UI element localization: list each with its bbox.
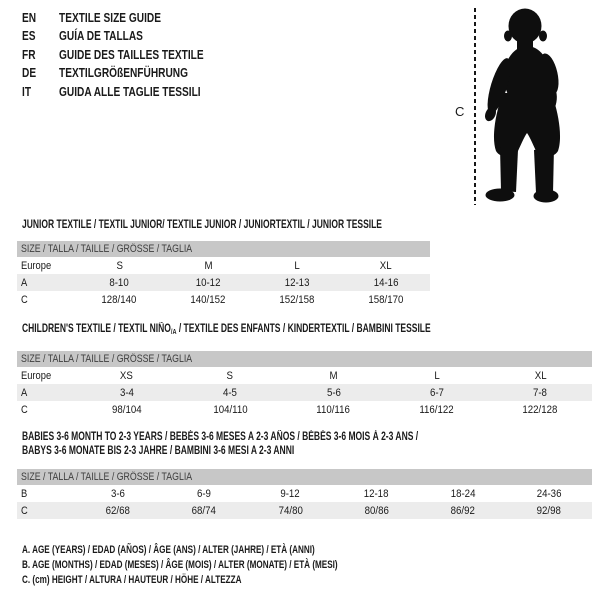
row-label: C — [21, 403, 28, 416]
table-row-height — [17, 291, 430, 308]
size-header-row — [17, 469, 592, 485]
size-header-label: SIZE / TALLA / TAILLE / GRÖSSE / TAGLIA — [21, 471, 193, 483]
table-title-children — [22, 322, 600, 339]
language-code: EN — [22, 10, 37, 25]
title-text: JUNIOR TEXTILE / TEXTIL JUNIOR/ TEXTILE JUNIOR / JUNIORTEXTIL / JUNIOR TESSILE — [22, 219, 382, 231]
children-size-table — [17, 351, 592, 418]
footnote-age-months: B. AGE (MONTHS) / EDAD (MESES) / ÂGE (MOIS) / ALTER (MONATE) / ETÀ (MESI) — [22, 559, 338, 571]
size-cell: XS — [120, 369, 134, 382]
row-label: C — [21, 293, 28, 306]
size-cell: 24-36 — [536, 487, 562, 500]
size-cell: 110/116 — [316, 403, 351, 416]
height-measure-line — [474, 8, 476, 205]
size-cell: 86/92 — [450, 504, 475, 517]
size-header-row — [17, 241, 430, 257]
size-cell: 128/140 — [101, 293, 137, 306]
row-label: A — [21, 276, 28, 289]
footnotes — [22, 543, 600, 588]
language-label: GUÍA DE TALLAS — [59, 28, 143, 44]
title-text: CHILDREN'S TEXTILE / TEXTIL NIÑO — [22, 323, 171, 335]
footnote-age-years: A. AGE (YEARS) / EDAD (AÑOS) / ÂGE (ANS) / ALTER (JAHRE) / ETÀ (ANNI) — [22, 544, 315, 556]
language-code: IT — [22, 83, 32, 99]
size-cell: M — [329, 369, 338, 382]
table-row-height — [17, 502, 592, 519]
row-label: A — [21, 386, 28, 399]
size-cell: M — [204, 259, 213, 272]
size-cell: L — [434, 369, 440, 382]
language-label: TEXTILE SIZE GUIDE — [59, 10, 161, 25]
title-text-line2: BABYS 3-6 MONATE BIS 2-3 JAHRE / BAMBINI 3-6 MESI A 2-3 ANNI — [22, 445, 295, 457]
size-cell: 14-16 — [373, 276, 398, 289]
size-cell: 18-24 — [450, 487, 476, 500]
babies-size-table — [17, 469, 592, 519]
table-row-europe — [17, 257, 430, 274]
table-title-junior — [22, 218, 600, 232]
junior-size-table — [17, 241, 430, 308]
baby-figure — [450, 0, 600, 212]
size-cell: 62/68 — [105, 504, 131, 517]
size-cell: 74/80 — [278, 504, 303, 517]
size-cell: XL — [534, 369, 547, 382]
size-cell: 122/128 — [522, 403, 558, 416]
size-cell: 12-13 — [284, 276, 310, 289]
size-header-label: SIZE / TALLA / TAILLE / GRÖSSE / TAGLIA — [21, 353, 193, 365]
footnote-height-cm: C. (cm) HEIGHT / ALTURA / HAUTEUR / HÖHE / ALTEZZA — [22, 574, 242, 586]
size-cell: 116/122 — [419, 403, 455, 416]
row-label: Europe — [21, 259, 52, 272]
language-label: TEXTILGRÖßENFÜHRUNG — [59, 65, 189, 81]
size-cell: 12-18 — [364, 487, 389, 500]
row-label: B — [21, 487, 28, 500]
size-cell: 10-12 — [195, 276, 221, 289]
title-text-line1: BABIES 3-6 MONTH TO 2-3 YEARS / BEBÉS 3-6 MESES A 2-3 AÑOS / BÉBÉS 3-6 MOIS À 2-3 ANS / — [22, 431, 419, 443]
title-subscript: /A — [170, 327, 177, 336]
size-cell: 140/152 — [190, 293, 226, 306]
size-header-row — [17, 351, 592, 367]
size-header-label: SIZE / TALLA / TAILLE / GRÖSSE / TAGLIA — [21, 243, 193, 255]
size-cell: 98/104 — [111, 403, 142, 416]
size-cell: 3-4 — [119, 386, 134, 399]
size-cell: 8-10 — [109, 276, 130, 289]
size-cell: XL — [379, 259, 392, 272]
language-label: GUIDE DES TAILLES TEXTILE — [59, 46, 204, 62]
height-label: C — [455, 104, 465, 119]
size-cell: 7-8 — [533, 386, 548, 399]
size-cell: 158/170 — [368, 293, 404, 306]
row-label: Europe — [21, 369, 52, 382]
table-row-age — [17, 384, 592, 401]
size-cell: 92/98 — [536, 504, 562, 517]
language-code: DE — [22, 65, 37, 81]
size-cell: 4-5 — [223, 386, 238, 399]
size-cell: 152/158 — [279, 293, 315, 306]
table-title-babies — [22, 430, 600, 458]
size-cell: L — [294, 259, 300, 272]
row-label: C — [21, 504, 28, 517]
table-row-europe — [17, 367, 592, 384]
size-cell: 6-7 — [429, 386, 444, 399]
size-cell: 68/74 — [192, 504, 217, 517]
size-cell: 9-12 — [280, 487, 301, 500]
header-section — [0, 0, 600, 212]
table-row-age — [17, 274, 430, 291]
language-label: GUIDA ALLE TAGLIE TESSILI — [59, 83, 201, 99]
size-cell: S — [116, 259, 123, 272]
size-cell: 6-9 — [197, 487, 212, 500]
language-code: FR — [22, 46, 36, 62]
size-cell: 5-6 — [326, 386, 341, 399]
size-cell: 80/86 — [364, 504, 389, 517]
language-code: ES — [22, 28, 36, 44]
baby-silhouette-icon — [483, 5, 571, 205]
table-row-months — [17, 485, 592, 502]
size-cell: 3-6 — [111, 487, 126, 500]
size-cell: S — [226, 369, 234, 382]
size-cell: 104/110 — [212, 403, 248, 416]
title-text: / TEXTILE DES ENFANTS / KINDERTEXTIL / BAMBINI TESSILE — [176, 323, 431, 335]
table-row-height — [17, 401, 592, 418]
